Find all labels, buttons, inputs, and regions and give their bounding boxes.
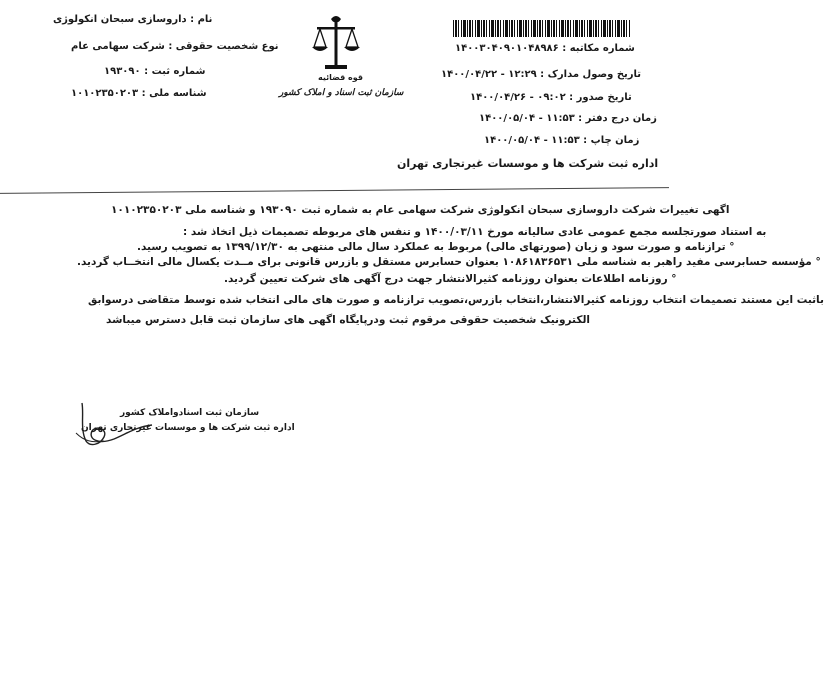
office-entry-time: زمان درج دفتر : ۱۱:۵۳ - ۱۴۰۰/۰۵/۰۴ — [479, 113, 657, 124]
registration-number: شماره ثبت : ۱۹۳۰۹۰ — [104, 66, 206, 77]
letter-number: شماره مکاتبه : ۱۴۰۰۳۰۴۰۹۰۱۰۴۸۹۸۶ — [455, 43, 635, 54]
signature-org: سازمان ثبت اسنادواملاک کشور — [120, 408, 260, 418]
barcode — [453, 20, 631, 37]
issue-date: تاریخ صدور : ۰۹:۰۲ - ۱۴۰۰/۰۴/۲۶ — [470, 92, 632, 103]
company-name: نام : داروسازی سبحان انکولوژی — [53, 14, 213, 25]
notice-line-1: اگهی تغییرات شرکت داروسازی سبحان انکولوژی شرکت سهامی عام به شماره ثبت ۱۹۳۰۹۰ و شناسه ملی ۱۰۱۰۲۳۵۰۲۰۳ — [111, 204, 730, 216]
notice-line-3: ° ترازنامه و صورت سود و زیان (صورتهای مالی) مربوط به عملکرد سال مالی منتهی به ۱۳۹۹/۱۲/۳۰ به تصویب رسید. — [137, 241, 735, 253]
notice-line-4: ° مؤسسه حسابرسی مفید راهبر به شناسه ملی ۱۰۸۶۱۸۳۶۵۳۱ بعنوان حسابرس مستقل و بازرس قانونی برای مــدت یکسال مالی انتخــاب گردید. — [77, 256, 821, 268]
signature-office: اداره ثبت شرکت ها و موسسات غیرتجاری تهران — [81, 423, 295, 433]
emblem-org-name: سازمان ثبت اسناد و املاک کشور — [279, 88, 404, 98]
notice-line-2: به استناد صورتجلسه مجمع عمومی عادی سالیانه مورخ ۱۴۰۰/۰۳/۱۱ و تنفس های مربوطه تصمیمات ذیل اتخاذ شد : — [183, 226, 767, 238]
print-time: زمان چاپ : ۱۱:۵۳ - ۱۴۰۰/۰۵/۰۴ — [484, 135, 640, 146]
office-title: اداره ثبت شرکت ها و موسسات غیرتجاری تهران — [397, 157, 659, 170]
notice-line-6: باثبت این مستند تصمیمات انتخاب روزنامه کثیرالانتشار،انتخاب بازرس،تصویب ترازنامه و صورت های مالی انتخاب شده توسط متقاضی درسوابق — [88, 294, 824, 306]
legal-type: نوع شخصیت حقوقی : شرکت سهامی عام — [71, 41, 279, 52]
notice-line-5: ° روزنامه اطلاعات بعنوان روزنامه کثیرالانتشار جهت درج آگهی های شرکت تعیین گردید. — [224, 273, 677, 285]
national-id: شناسه ملی : ۱۰۱۰۲۳۵۰۲۰۳ — [71, 88, 207, 99]
notice-line-7: الکترونیک شخصیت حقوقی مرقوم ثبت ودرپایگاه اگهی های سازمان ثبت قابل دسترس میباشد — [106, 314, 590, 326]
judiciary-emblem-icon — [311, 15, 361, 73]
emblem-title: قوه قضائیه — [318, 73, 364, 82]
received-date: تاریخ وصول مدارک : ۱۲:۲۹ - ۱۴۰۰/۰۴/۲۲ — [441, 69, 642, 80]
separator-line — [0, 187, 669, 194]
